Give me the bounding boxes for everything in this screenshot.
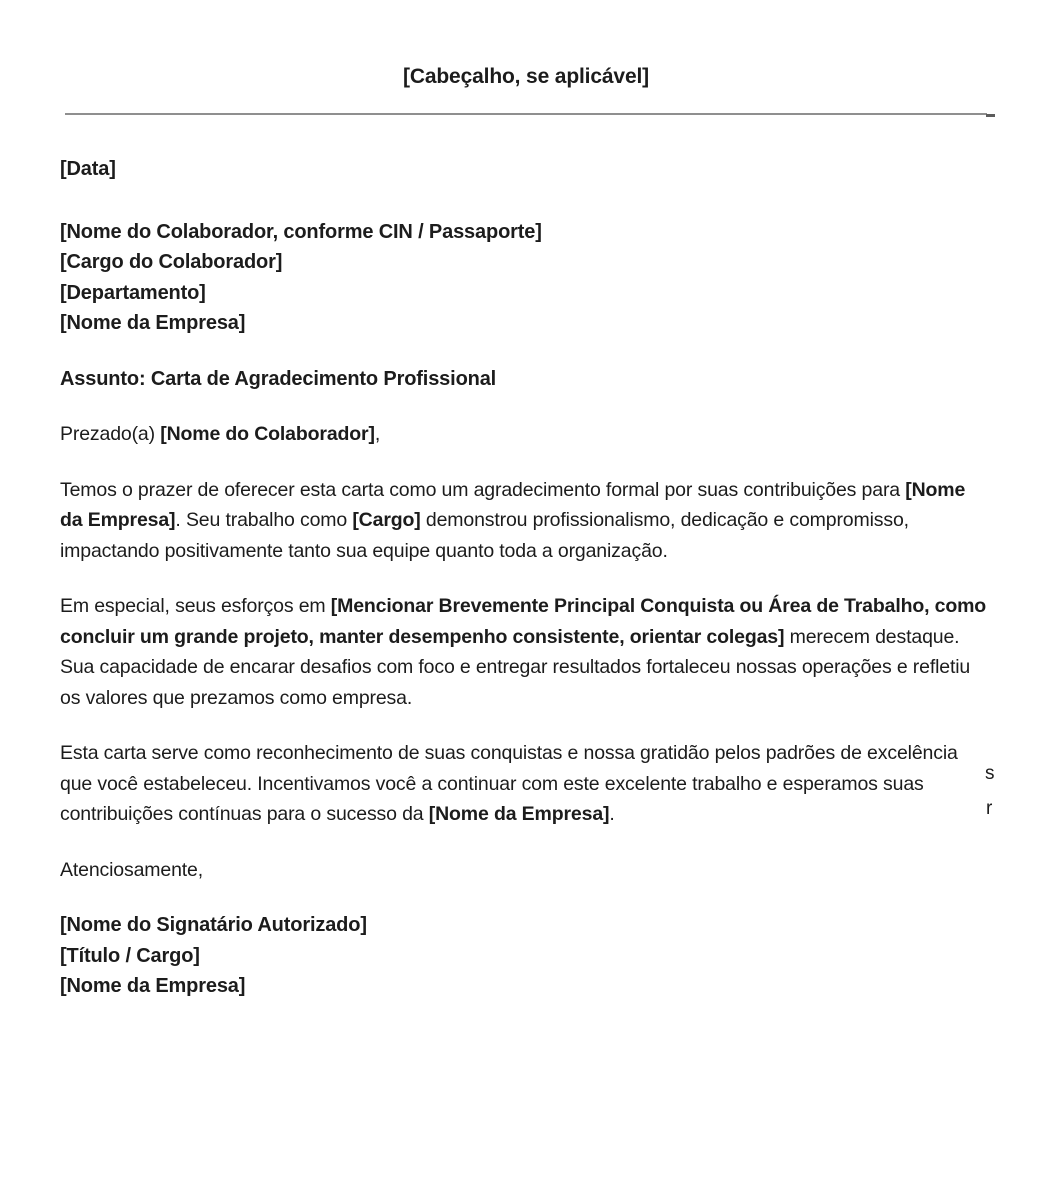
recipient-block — [60, 217, 992, 339]
paragraph-appreciation: Temos o prazer de oferecer esta carta como um agradecimento formal por suas contribuições para [Nome da Empresa]. Seu trabalho como [Cargo] demonstrou profissionalismo, dedicação e compromisso, impactando positivamente tanto sua equipe quanto toda a organização. — [60, 478, 966, 562]
clipped-text-fragment-s: s — [985, 763, 995, 784]
paragraph-achievements: Em especial, seus esforços em [Mencionar Brevemente Principal Conquista ou Área de Trabalho, como concluir um grande projeto, manter desempenho consistente, orientar colegas] merecem destaque. Sua capacidade de encarar desafios com foco e entregar resultados fortaleceu nossas operações e refletiu os valores que prezamos como empresa. — [60, 595, 987, 709]
subject-line: Assunto: Carta de Agradecimento Profissional — [60, 367, 497, 390]
signatory-company-line: [Nome da Empresa] — [60, 975, 246, 997]
date-placeholder: [Data] — [60, 158, 116, 180]
recipient-role-line: [Cargo do Colaborador] — [60, 251, 283, 273]
signatory-name-line: [Nome do Signatário Autorizado] — [60, 914, 367, 936]
recipient-company-line: [Nome da Empresa] — [60, 312, 246, 334]
signature-block — [60, 910, 992, 1002]
paragraph-recognition: Esta carta serve como reconhecimento de suas conquistas e nossa gratidão pelos padrões de excelência que você estabeleceu. Incentivamos você a continuar com este excelente trabalho e esperamos suas contribuições contínuas para o sucesso da [Nome da Empresa]. — [60, 742, 958, 825]
header-divider-rule — [65, 113, 987, 115]
signatory-title-line: [Título / Cargo] — [60, 944, 200, 967]
rule-end-artifact — [986, 114, 995, 117]
closing-line: Atenciosamente, — [60, 858, 204, 881]
recipient-department-line: [Departamento] — [60, 281, 206, 304]
greeting-line: Prezado(a) [Nome do Colaborador], — [60, 423, 381, 445]
letter-header-placeholder: [Cabeçalho, se aplicável] — [402, 65, 650, 88]
recipient-name-line: [Nome do Colaborador, conforme CIN / Passaporte] — [60, 220, 542, 243]
clipped-text-fragment-r: r — [986, 798, 993, 819]
